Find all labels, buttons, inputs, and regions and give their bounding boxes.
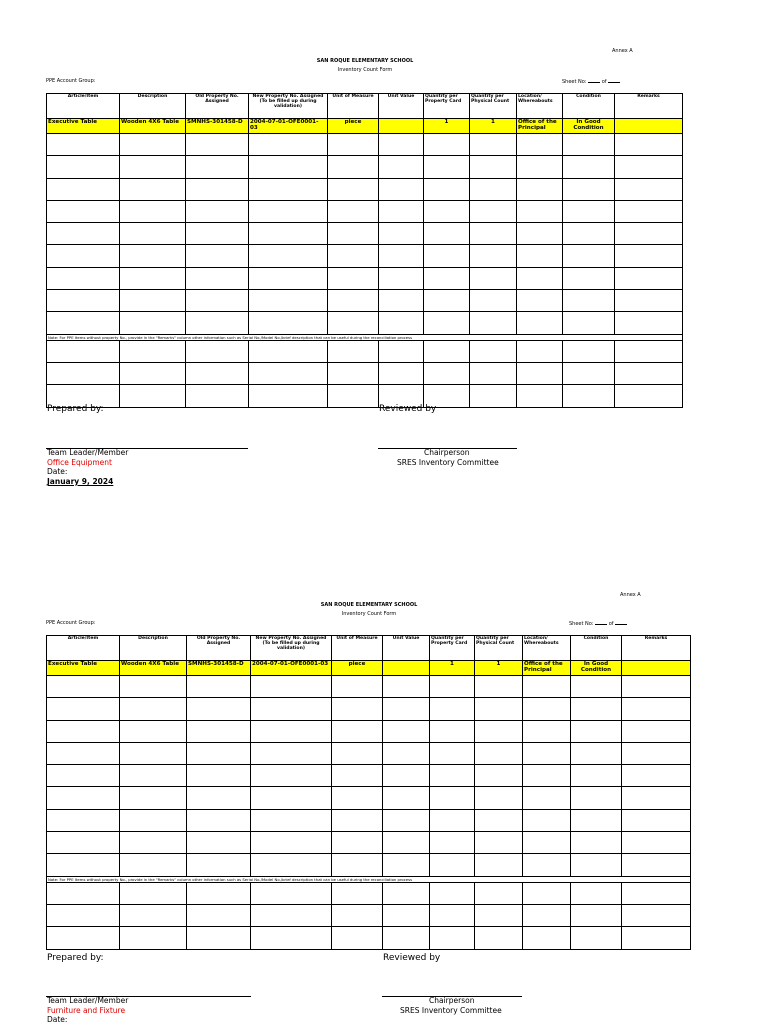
cell-old-property-no[interactable]: SMNHS-301458-D: [186, 119, 249, 134]
cell-description[interactable]: Wooden 4X6 Table: [120, 661, 187, 676]
school-name: SAN ROQUE ELEMENTARY SCHOOL: [320, 602, 418, 608]
sheet-total-blank[interactable]: [615, 620, 627, 625]
cell-unit-value[interactable]: [383, 661, 430, 676]
cell-new-property-no[interactable]: 2004-07-01-OFE0001-03: [249, 119, 328, 134]
col-remarks: Remarks: [622, 636, 691, 661]
note-text: Note: For PPE Items without property No., provide in the "Remarks" column other information such as Serial No./Model No./brief description that can be useful during the reconciliation process: [47, 876, 691, 882]
sheet-number: [569, 620, 627, 627]
col-location: Location/ Whereabouts: [523, 636, 571, 661]
committee-label: SRES Inventory Committee: [400, 1006, 502, 1015]
col-unit-measure: Unit of Measure: [328, 94, 379, 119]
ppe-account-group-label: PPE Account Group:: [46, 78, 96, 84]
date-value: January 9, 2024: [47, 477, 114, 486]
col-article: Article/Item: [47, 94, 120, 119]
col-qty-property-card: Quantity per Property Card: [424, 94, 470, 119]
date-label: Date:: [47, 1015, 68, 1024]
sheet-label: Sheet No:: [562, 79, 587, 85]
col-unit-measure: Unit of Measure: [332, 636, 383, 661]
cell-qty-property-card[interactable]: 1: [430, 661, 475, 676]
cell-qty-property-card[interactable]: 1: [424, 119, 470, 134]
ppe-category: Furniture and Fixture: [47, 1006, 126, 1015]
col-qty-property-card: Quantity per Property Card: [430, 636, 475, 661]
cell-qty-physical-count[interactable]: 1: [470, 119, 517, 134]
col-old-property-no: Old Property No. Assigned: [186, 94, 249, 119]
cell-condition[interactable]: In Good Condition: [571, 661, 622, 676]
prepared-by-label: Prepared by:: [47, 953, 104, 963]
col-new-property-no: New Property No. Assigned (To be filled up during validation): [249, 94, 328, 119]
cell-location[interactable]: Office of the Principal: [523, 661, 571, 676]
cell-location[interactable]: Office of the Principal: [517, 119, 563, 134]
prepared-by-label: Prepared by:: [47, 404, 104, 414]
cell-unit-measure[interactable]: piece: [328, 119, 379, 134]
table-row: [47, 787, 691, 809]
chairperson-label: Chairperson: [429, 996, 475, 1005]
col-unit-value: Unit Value: [383, 636, 430, 661]
cell-article[interactable]: Executive Table: [47, 119, 120, 134]
table-header-row: [47, 636, 691, 661]
chairperson-label: Chairperson: [424, 448, 470, 457]
col-remarks: Remarks: [615, 94, 683, 119]
cell-condition[interactable]: In Good Condition: [563, 119, 615, 134]
ppe-account-group-label: PPE Account Group:: [46, 620, 96, 626]
col-old-property-no: Old Property No. Assigned: [187, 636, 251, 661]
table-row: [47, 882, 691, 904]
ppe-category: Office Equipment: [47, 458, 112, 467]
sheet-label: Sheet No:: [569, 621, 594, 627]
committee-label: SRES Inventory Committee: [397, 458, 499, 467]
cell-remarks[interactable]: [622, 661, 691, 676]
reviewed-by-label: Reviewed by: [379, 404, 437, 414]
table-row: [47, 720, 691, 742]
cell-unit-measure[interactable]: piece: [332, 661, 383, 676]
annex-label: Annex A: [620, 592, 641, 598]
col-condition: Condition: [563, 94, 615, 119]
table-row: [47, 809, 691, 831]
school-name: SAN ROQUE ELEMENTARY SCHOOL: [316, 58, 414, 64]
annex-label: Annex A: [612, 48, 633, 54]
table-row: [47, 832, 691, 854]
col-qty-physical-count: Quantity per Physical Count: [470, 94, 517, 119]
table-row: [47, 742, 691, 764]
table-row-item: [47, 661, 691, 676]
sheet-no-blank[interactable]: [595, 620, 607, 625]
col-condition: Condition: [571, 636, 622, 661]
cell-qty-physical-count[interactable]: 1: [475, 661, 523, 676]
inventory-table: [46, 635, 691, 950]
col-qty-physical-count: Quantity per Physical Count: [475, 636, 523, 661]
form-title: Inventory Count Form: [341, 611, 397, 617]
col-article: Article/Item: [47, 636, 120, 661]
table-row: [47, 854, 691, 876]
note-text: Note: For PPE Items without property No., provide in the "Remarks" column other information such as Serial No./Model No./brief description that can be useful during the reconciliation process: [47, 334, 683, 340]
form-title: Inventory Count Form: [337, 67, 393, 73]
reviewed-by-label: Reviewed by: [383, 953, 441, 963]
date-label: Date:: [47, 467, 68, 476]
table-row: [47, 765, 691, 787]
cell-description[interactable]: Wooden 4X6 Table: [120, 119, 186, 134]
table-row: [47, 927, 691, 949]
cell-old-property-no[interactable]: SMNHS-301458-D: [187, 661, 251, 676]
col-unit-value: Unit Value: [379, 94, 424, 119]
team-leader-label: Team Leader/Member: [47, 448, 129, 457]
table-row: [47, 698, 691, 720]
team-leader-label: Team Leader/Member: [47, 996, 129, 1005]
col-location: Location/ Whereabouts: [517, 94, 563, 119]
cell-article[interactable]: Executive Table: [47, 661, 120, 676]
col-new-property-no: New Property No. Assigned (To be filled up during validation): [251, 636, 332, 661]
cell-new-property-no[interactable]: 2004-07-01-OFE0001-03: [251, 661, 332, 676]
sheet-of-label: of: [601, 79, 607, 85]
table-row: [47, 904, 691, 926]
sheet-of-label: of: [608, 621, 614, 627]
col-description: Description: [120, 94, 186, 119]
col-description: Description: [120, 636, 187, 661]
table-row: [47, 676, 691, 698]
